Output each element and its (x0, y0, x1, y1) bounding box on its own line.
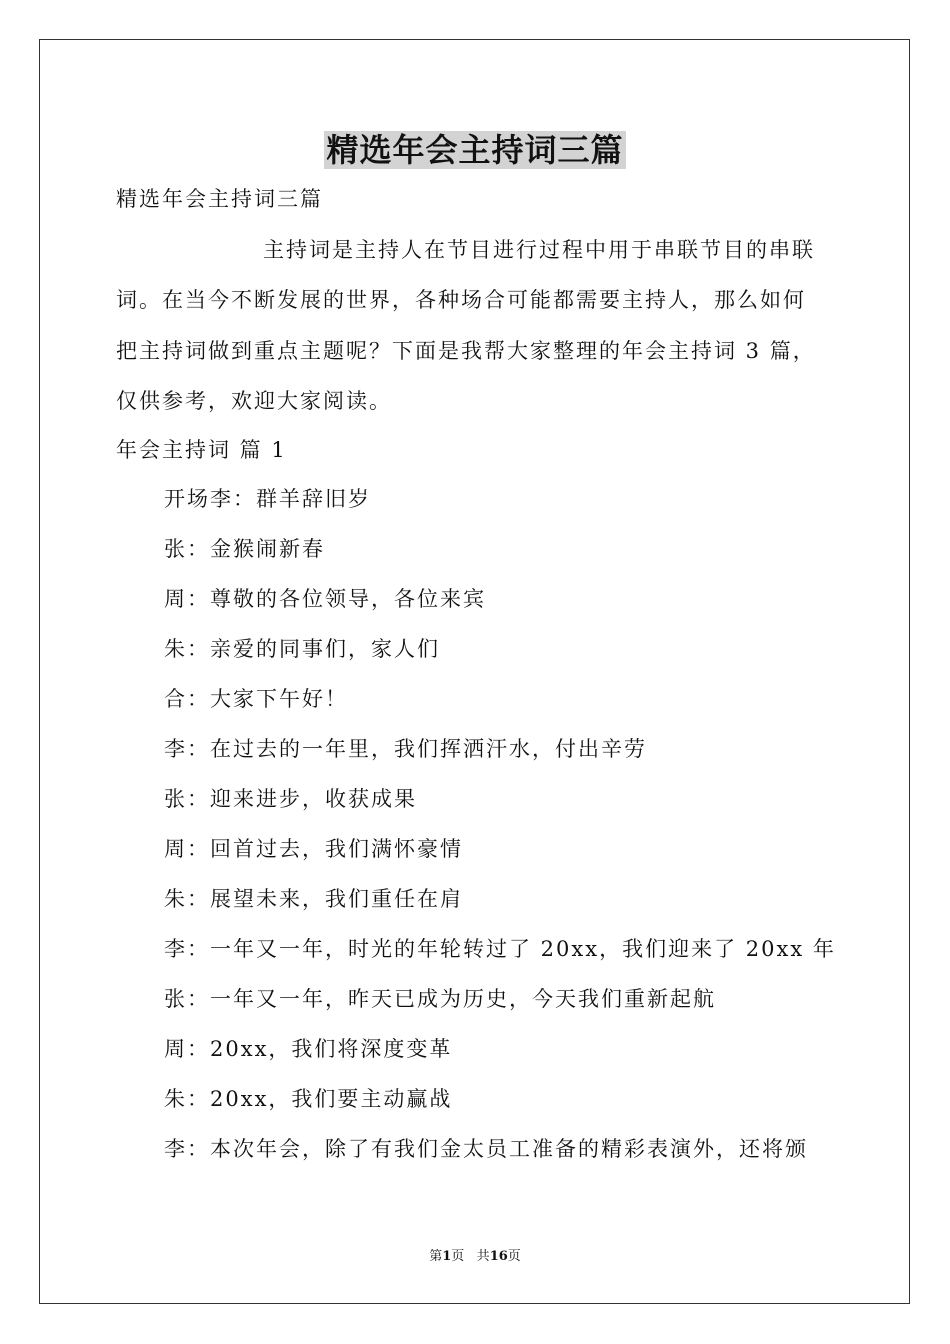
dialogue-line: 朱：20xx，我们要主动赢战 (164, 1087, 453, 1111)
page-border (39, 39, 910, 1304)
dialogue-line: 周：尊敬的各位领导，各位来宾 (164, 587, 486, 611)
dialogue-line: 朱：展望未来，我们重任在肩 (164, 887, 463, 911)
dialogue-line: 张：一年又一年，昨天已成为历史，今天我们重新起航 (164, 987, 716, 1011)
dialogue-line: 朱：亲爱的同事们，家人们 (164, 637, 440, 661)
intro-line-1: 主持词是主持人在节目进行过程中用于串联节目的串联 (263, 238, 815, 262)
dialogue-line: 周：回首过去，我们满怀豪情 (164, 837, 463, 861)
dialogue-line: 合：大家下午好！ (164, 687, 348, 711)
document-title-text: 精选年会主持词三篇 (326, 131, 624, 169)
intro-line-3: 把主持词做到重点主题呢？下面是我帮大家整理的年会主持词 3 篇， (116, 339, 816, 363)
footer-page-suffix: 页 (451, 1249, 465, 1264)
dialogue-line: 李：本次年会，除了有我们金太员工准备的精彩表演外，还将颁 (164, 1137, 808, 1161)
dialogue-line: 张：金猴闹新春 (164, 537, 325, 561)
footer-total-suffix: 页 (507, 1249, 521, 1264)
dialogue-line: 张：迎来进步，收获成果 (164, 787, 417, 811)
intro-line-2: 词。在当今不断发展的世界，各种场合可能都需要主持人，那么如何 (116, 288, 806, 312)
page-footer (0, 1248, 950, 1266)
footer-page-prefix: 第 (429, 1249, 443, 1264)
intro-line-4: 仅供参考，欢迎大家阅读。 (116, 389, 392, 413)
dialogue-line: 开场李：群羊辞旧岁 (164, 487, 371, 511)
footer-total-pages: 16 (489, 1249, 508, 1264)
footer-total-prefix: 共 (476, 1249, 490, 1264)
document-title (0, 128, 950, 172)
dialogue-line: 李：一年又一年，时光的年轮转过了 20xx，我们迎来了 20xx 年 (164, 937, 836, 961)
dialogue-line: 李：在过去的一年里，我们挥洒汗水，付出辛劳 (164, 737, 647, 761)
footer-page-number: 1 (442, 1249, 452, 1264)
section-heading: 年会主持词 篇 1 (116, 438, 287, 462)
dialogue-line: 周：20xx，我们将深度变革 (164, 1037, 453, 1061)
document-subtitle: 精选年会主持词三篇 (116, 187, 323, 211)
